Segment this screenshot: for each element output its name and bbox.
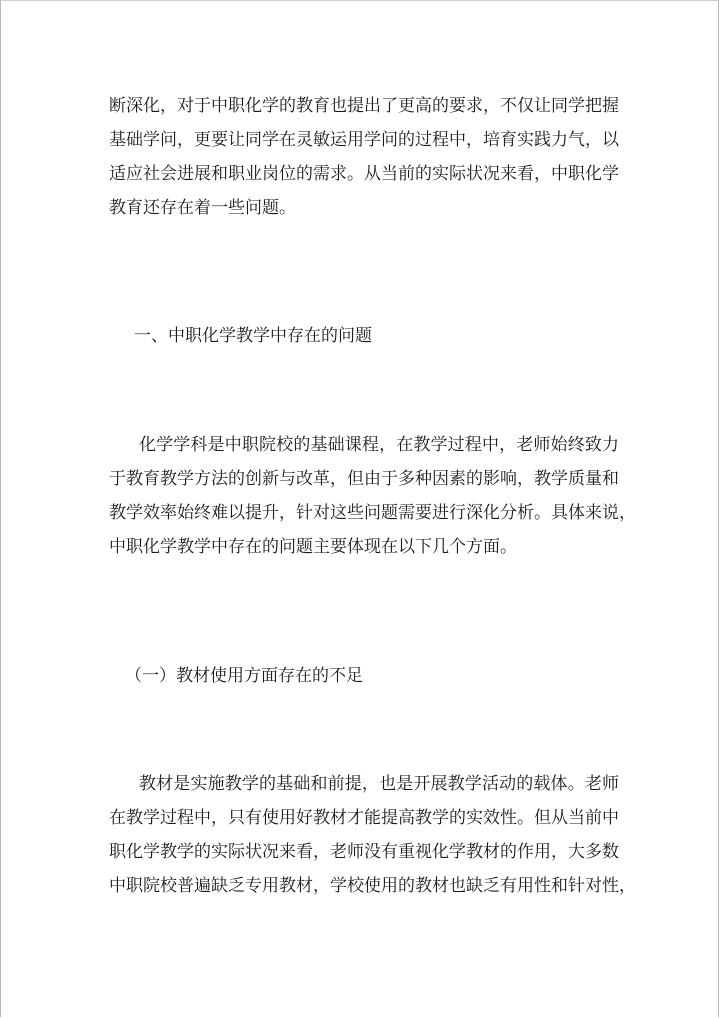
paragraph-line: 中职院校普遍缺乏专用教材，学校使用的教材也缺乏有用性和针对性， [109,876,636,896]
paragraph-2 [109,428,636,564]
paragraph-3 [109,767,636,903]
paragraph-line: 于教育教学方法的创新与改革，但由于多种因素的影响，教学质量和 [109,469,619,489]
paragraph-line: 职化学教学的实际状况来看，老师没有重视化学教材的作用，大多数 [109,842,619,862]
subsection-heading: （一）教材使用方面存在的不足 [125,666,363,686]
paragraph-line: 教材是实施教学的基础和前提，也是开展教学活动的载体。老师 [139,774,619,794]
paragraph-1 [109,89,619,225]
paragraph-line: 化学学科是中职院校的基础课程，在教学过程中，老师始终致力 [139,435,619,455]
paragraph-line: 适应社会进展和职业岗位的需求。从当前的实际状况来看，中职化学 [109,164,619,184]
paragraph-line: 教育还存在着一些问题。 [109,198,296,218]
paragraph-line: 教学效率始终难以提升，针对这些问题需要进行深化分析。具体来说， [109,503,636,523]
paragraph-line: 中职化学教学中存在的问题主要体现在以下几个方面。 [109,537,517,557]
section-heading: 一、中职化学教学中存在的问题 [134,326,372,346]
paragraph-line: 基础学问，更要让同学在灵敏运用学问的过程中，培育实践力气，以 [109,130,619,150]
paragraph-line: 在教学过程中，只有使用好教材才能提高教学的实效性。但从当前中 [109,808,619,828]
paragraph-line: 断深化，对于中职化学的教育也提出了更高的要求，不仅让同学把握 [109,96,619,116]
